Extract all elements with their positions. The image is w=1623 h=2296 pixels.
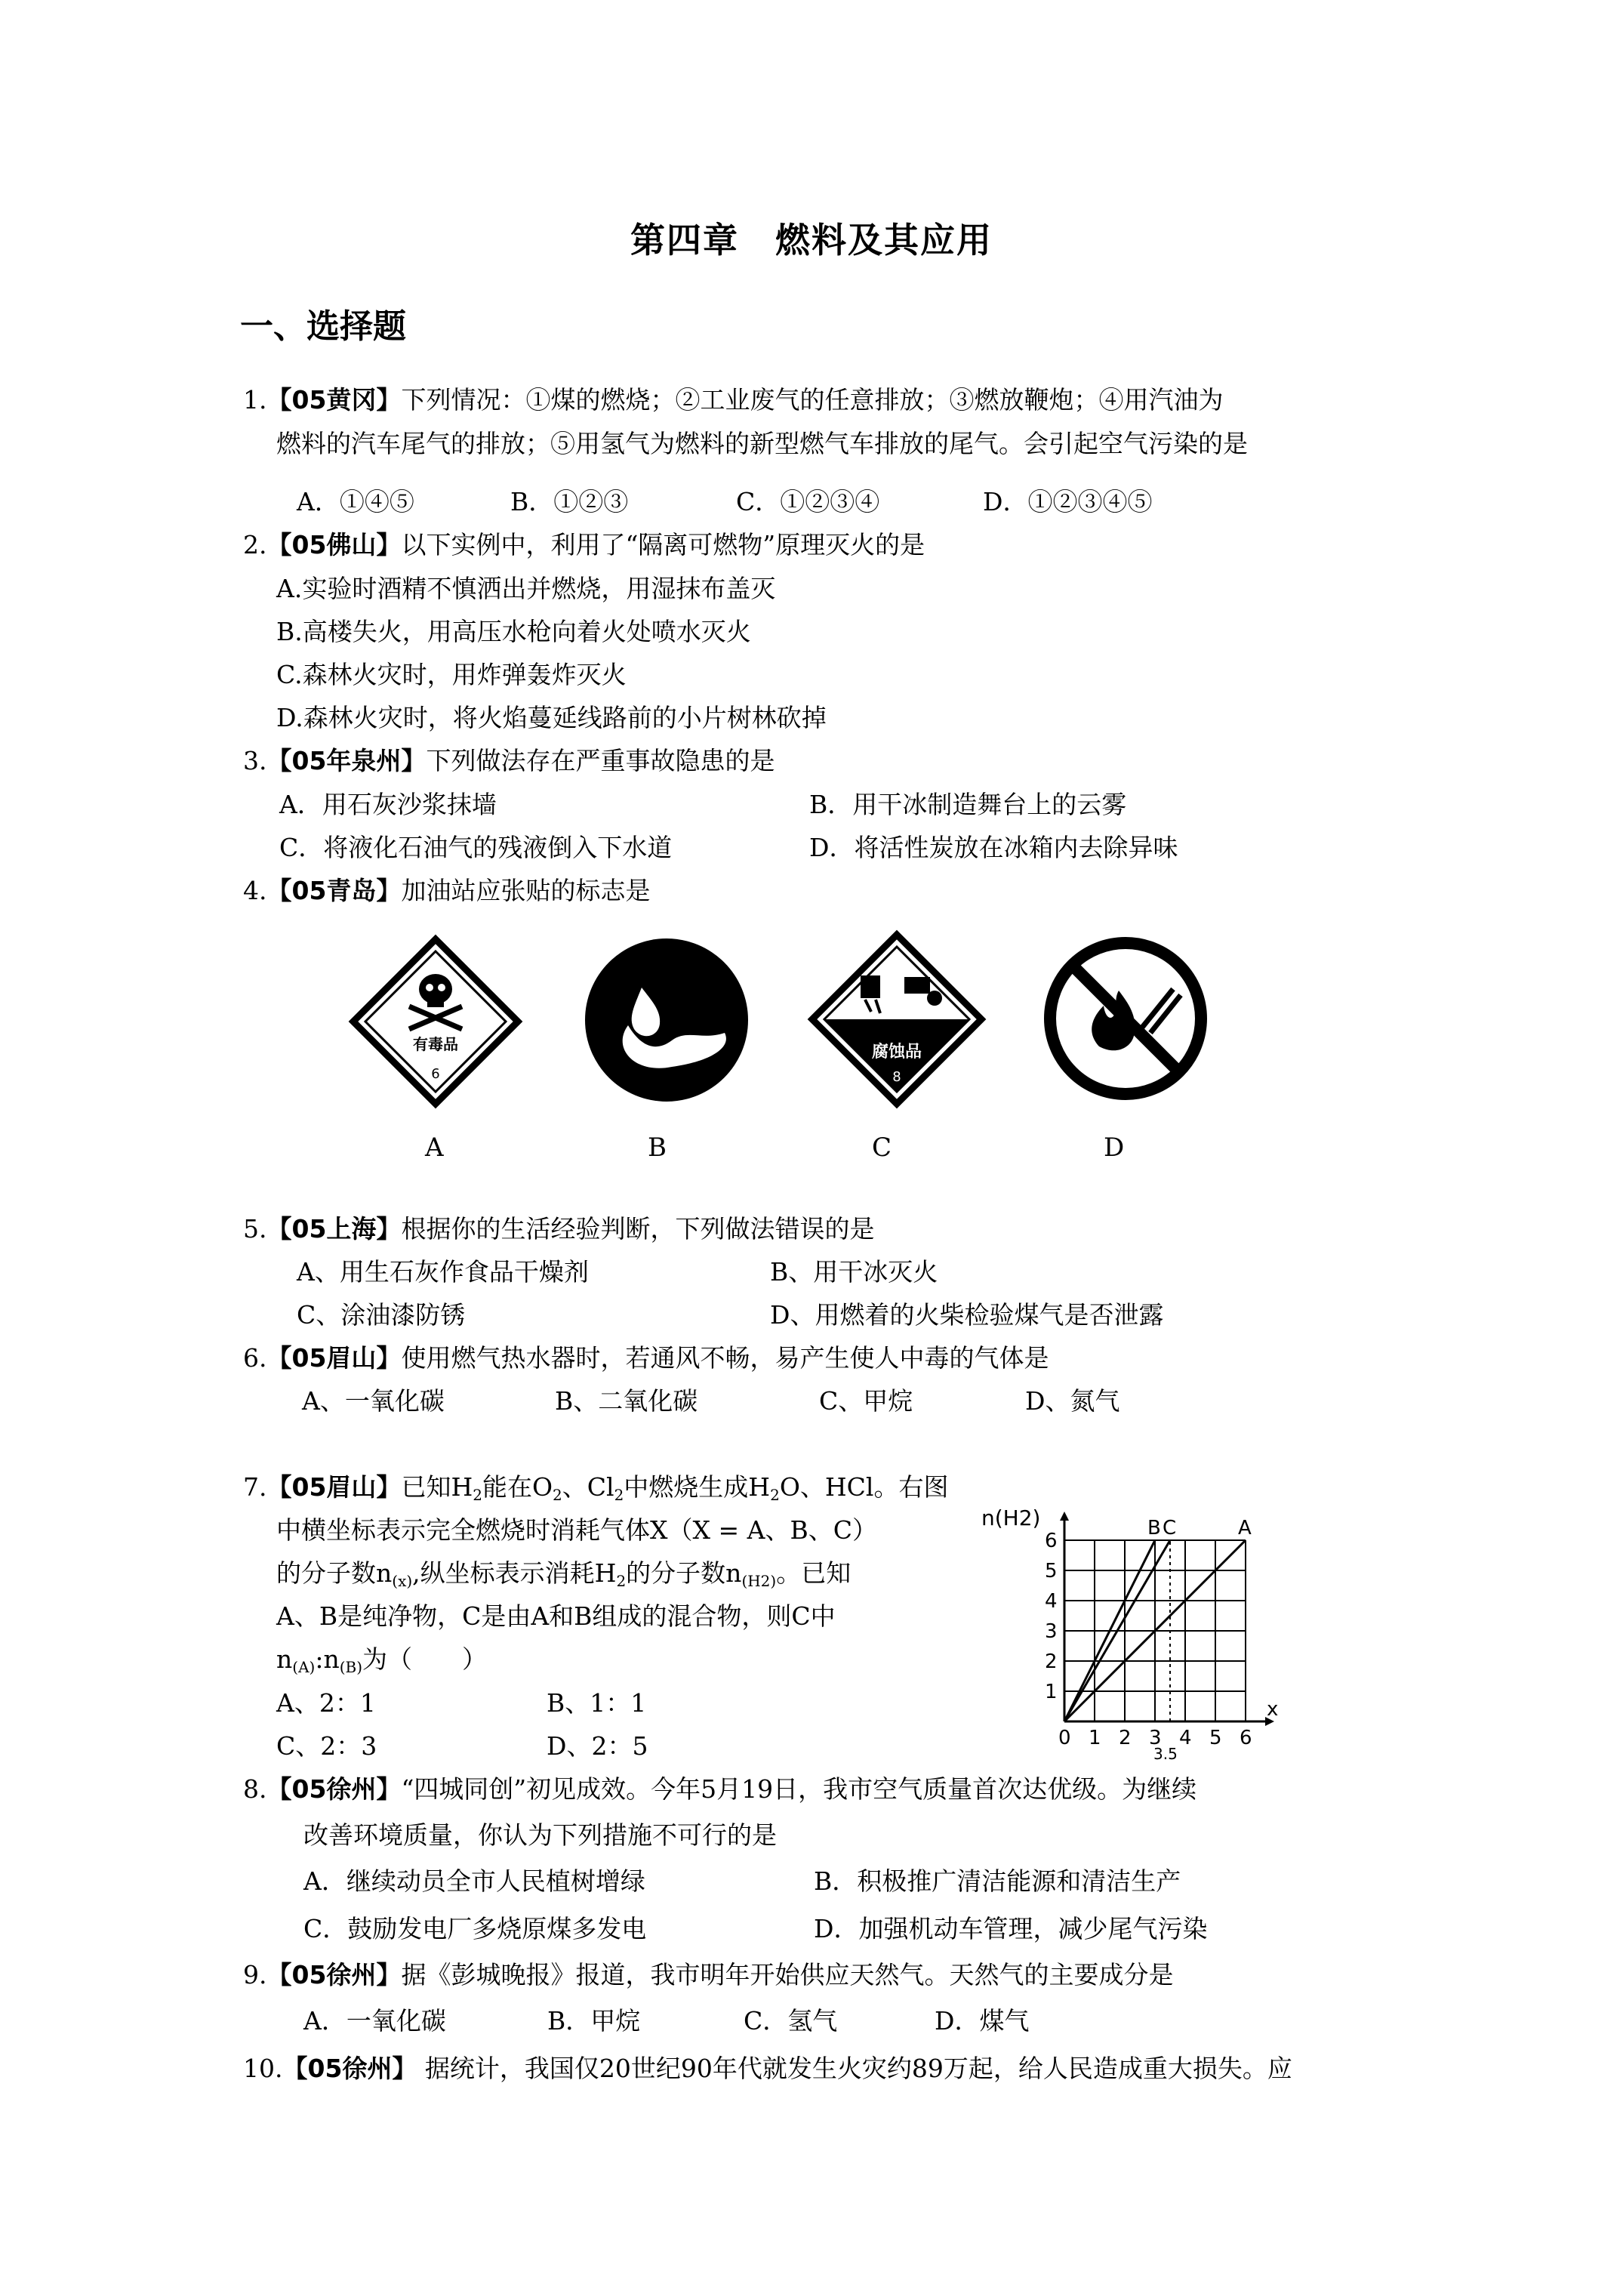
q3-option-d: D．将活性炭放在冰箱内去除异味 [809,833,1178,862]
water-sign-icon [581,935,752,1105]
y-tick-label: 6 [1045,1530,1058,1552]
series-label-B: B [1147,1517,1161,1539]
sign-label-b: B [648,1133,667,1163]
q5-option-a: A、用生石灰作食品干燥剂 [297,1257,589,1287]
x-tick-label: 2 [1119,1727,1132,1749]
toxic-sign-icon [349,935,522,1108]
q2-option-d: D.森林火灾时，将火焰蔓延线路前的小片树林砍掉 [276,703,827,732]
q2-option-b: B.高楼失火，用高压水枪向着火处喷水灭火 [276,617,751,646]
q9-stem: 9.【05徐州】据《彭城晚报》报道，我市明年开始供应天然气。天然气的主要成分是 [243,1960,1174,1989]
q5-option-c: C、涂油漆防锈 [297,1300,466,1330]
q6-option-d: D、氮气 [1025,1386,1120,1416]
series-label-A: A [1238,1517,1252,1539]
chart-labels [981,1505,1278,1763]
q1-line1: 1.【05黄冈】下列情况：①煤的燃烧；②工业废气的任意排放；③燃放鞭炮；④用汽油为 [243,385,1224,415]
x-tick-label: 6 [1240,1727,1252,1749]
q1-option-c: C．①②③④ [736,487,880,516]
q10-stem: 10.【05徐州】 据统计，我国仅20世纪90年代就发生火灾约89万起，给人民造成重大损失。应 [243,2054,1292,2083]
chapter-title: 第四章 燃料及其应用 [630,220,993,260]
q2-option-a: A.实验时酒精不慎洒出并燃烧，用湿抹布盖灭 [276,574,776,603]
x-tick-label: 3 [1149,1727,1162,1749]
y-tick-label: 2 [1045,1650,1058,1673]
q7-line1: 7.【05眉山】已知$H_2$能在$O_2$、$Cl_2$中燃烧生成$H_2O$、HCl。右图 [243,1472,949,1504]
x-axis-label: x [1267,1698,1279,1721]
q3-option-b: B．用干冰制造舞台上的云雾 [809,790,1127,819]
toxic-sign-number: 6 [431,1066,440,1082]
x-tick-label: 0 [1058,1727,1071,1749]
q6-option-b: B、二氧化碳 [555,1386,698,1416]
x-tick-label: 5 [1209,1727,1222,1749]
q8-option-b: B．积极推广清洁能源和清洁生产 [814,1866,1181,1896]
y-tick-label: 5 [1045,1560,1058,1583]
q3-option-c: C．将液化石油气的残液倒入下水道 [279,833,673,862]
annotation-label: 3.5 [1153,1745,1178,1763]
q4-stem: 4.【05青岛】加油站应张贴的标志是 [243,876,651,905]
q5-option-b: B、用干冰灭火 [770,1257,938,1287]
q7-option-c: C、2：3 [276,1731,377,1761]
no-fire-sign-icon [1040,933,1211,1104]
y-axis-arrow [1060,1512,1069,1521]
q3-stem: 3.【05年泉州】下列做法存在严重事故隐患的是 [243,746,775,775]
q8-line1: 8.【05徐州】“四城同创”初见成效。今年5月19日，我市空气质量首次达优级。为继续 [243,1774,1197,1804]
toxic-sign-text: 有毒品 [413,1035,458,1053]
q5-option-d: D、用燃着的火柴检验煤气是否泄露 [770,1300,1164,1330]
sign-label-c: C [872,1133,892,1163]
q9-option-c: C．氢气 [744,2006,838,2036]
q7-line4: A、B是纯净物，C是由A和B组成的混合物，则C中 [276,1601,836,1631]
sign-label-d: D [1104,1133,1125,1163]
q6-option-c: C、甲烷 [819,1386,913,1416]
q9-option-b: B．甲烷 [547,2006,641,2036]
q8-line2: 改善环境质量，你认为下列措施不可行的是 [303,1820,777,1850]
q7-line5: $n_{(A)}:n_{(B)}$为（ ） [276,1644,488,1676]
q9-option-a: A．一氧化碳 [303,2006,446,2036]
y-tick-label: 4 [1045,1590,1058,1613]
q3-option-a: A．用石灰沙浆抹墙 [279,790,497,819]
h2-consumption-chart [974,1502,1279,1763]
x-tick-label: 4 [1179,1727,1192,1749]
q2-stem: 2.【05佛山】以下实例中，利用了“隔离可燃物”原理灭火的是 [243,530,925,559]
q7-option-d: D、2：5 [547,1731,648,1761]
q7-line2: 中横坐标表示完全燃烧时消耗气体X（X = A、B、C） [276,1515,877,1545]
x-tick-label: 1 [1089,1727,1101,1749]
q1-line2: 燃料的汽车尾气的排放；⑤用氢气为燃料的新型燃气车排放的尾气。会引起空气污染的是 [276,429,1248,458]
q8-option-d: D．加强机动车管理，减少尾气污染 [814,1914,1208,1943]
corrosive-sign-icon [808,930,986,1108]
q1-option-a: A．①④⑤ [297,487,414,516]
q7-option-b: B、1：1 [547,1688,647,1718]
q7-line3: 的分子数$n_{(x)}$,纵坐标表示消耗$H_2$的分子数$n_{(H2)}$。已知 [276,1558,852,1590]
q6-option-a: A、一氧化碳 [302,1386,445,1416]
y-tick-label: 3 [1045,1620,1058,1643]
series-label-C: C [1163,1517,1177,1539]
q7-option-a: A、2：1 [276,1688,376,1718]
section-heading: 一、选择题 [240,307,406,346]
q1-option-b: B．①②③ [510,487,629,516]
q9-option-d: D．煤气 [935,2006,1030,2036]
q1-option-d: D．①②③④⑤ [983,487,1153,516]
corrosive-sign-number: 8 [892,1069,901,1085]
q6-stem: 6.【05眉山】使用燃气热水器时，若通风不畅，易产生使人中毒的气体是 [243,1343,1049,1373]
q5-stem: 5.【05上海】根据你的生活经验判断，下列做法错误的是 [243,1214,875,1244]
q2-option-c: C.森林火灾时，用炸弹轰炸灭火 [276,660,627,689]
y-tick-label: 1 [1045,1681,1058,1703]
sign-label-a: A [425,1133,444,1163]
y-axis-label: n(H2) [981,1505,1041,1530]
corrosive-sign-text: 腐蚀品 [871,1043,922,1062]
q8-option-a: A．继续动员全市人民植树增绿 [303,1866,645,1896]
q8-option-c: C．鼓励发电厂多烧原煤多发电 [303,1914,647,1943]
